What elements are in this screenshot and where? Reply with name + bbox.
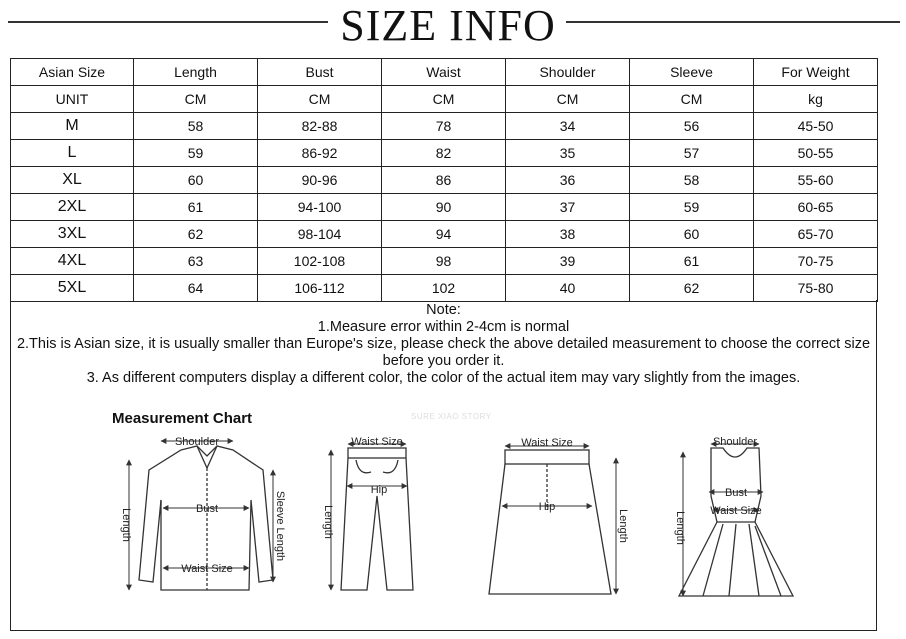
size-table bbox=[10, 58, 878, 302]
measurement-diagram bbox=[11, 300, 876, 630]
table-cell: 56 bbox=[630, 113, 754, 140]
header-rule-left bbox=[8, 21, 328, 23]
table-cell: 34 bbox=[506, 113, 630, 140]
note-line: before you order it. bbox=[382, 353, 505, 369]
note-line: 1.Measure error within 2-4cm is normal bbox=[317, 319, 570, 335]
size-label: 3XL bbox=[11, 221, 134, 248]
shirt-shoulder-label: Shoulder bbox=[174, 436, 220, 448]
table-cell: 78 bbox=[382, 113, 506, 140]
table-cell: CM bbox=[382, 86, 506, 113]
note-heading: Note: bbox=[426, 302, 461, 318]
table-cell: CM bbox=[134, 86, 258, 113]
table-cell: 57 bbox=[630, 140, 754, 167]
header bbox=[0, 0, 906, 52]
size-label: 2XL bbox=[11, 194, 134, 221]
table-cell: 90 bbox=[382, 194, 506, 221]
table-row bbox=[11, 221, 878, 248]
table-cell: 86 bbox=[382, 167, 506, 194]
size-label: 5XL bbox=[11, 275, 134, 302]
size-label: XL bbox=[11, 167, 134, 194]
table-cell: 61 bbox=[630, 248, 754, 275]
table-cell: 60 bbox=[134, 167, 258, 194]
watermark: SURE XIAO STORY bbox=[411, 412, 492, 421]
table-cell: 102-108 bbox=[258, 248, 382, 275]
table-row bbox=[11, 113, 878, 140]
table-cell: 61 bbox=[134, 194, 258, 221]
note-line: 2.This is Asian size, it is usually smaller than Europe's size, please check the above detailed measurement to choose the correct size bbox=[16, 336, 871, 352]
table-cell: 37 bbox=[506, 194, 630, 221]
column-header: Length bbox=[134, 59, 258, 86]
table-cell: 94-100 bbox=[258, 194, 382, 221]
table-cell: 58 bbox=[630, 167, 754, 194]
header-rule-right bbox=[566, 21, 900, 23]
pants-length-label: Length bbox=[322, 505, 334, 539]
dress-shoulder-label: Shoulder bbox=[712, 436, 758, 448]
table-row bbox=[11, 248, 878, 275]
table-header-row bbox=[11, 59, 878, 86]
table-cell: 94 bbox=[382, 221, 506, 248]
units-row bbox=[11, 86, 878, 113]
table-cell: 35 bbox=[506, 140, 630, 167]
table-cell: 59 bbox=[134, 140, 258, 167]
table-cell: 45-50 bbox=[754, 113, 878, 140]
table-cell: 55-60 bbox=[754, 167, 878, 194]
dress-illustration bbox=[679, 448, 793, 596]
table-cell: CM bbox=[258, 86, 382, 113]
column-header: Waist bbox=[382, 59, 506, 86]
table-cell: 38 bbox=[506, 221, 630, 248]
skirt-hip-label: Hip bbox=[538, 501, 556, 513]
table-cell: 60 bbox=[630, 221, 754, 248]
skirt-waist-label: Waist Size bbox=[521, 437, 573, 449]
table-row bbox=[11, 167, 878, 194]
column-header: Sleeve bbox=[630, 59, 754, 86]
table-cell: 90-96 bbox=[258, 167, 382, 194]
measurement-chart-title: Measurement Chart bbox=[112, 410, 253, 427]
table-cell: 60-65 bbox=[754, 194, 878, 221]
table-cell: 40 bbox=[506, 275, 630, 302]
table-cell: CM bbox=[506, 86, 630, 113]
shirt-length-label: Length bbox=[120, 508, 132, 542]
table-cell: 86-92 bbox=[258, 140, 382, 167]
shirt-sleeve-label: Sleeve Length bbox=[274, 490, 286, 562]
table-cell: UNIT bbox=[11, 86, 134, 113]
pants-illustration bbox=[341, 448, 413, 590]
column-header: Bust bbox=[258, 59, 382, 86]
size-label: L bbox=[11, 140, 134, 167]
table-cell: 98-104 bbox=[258, 221, 382, 248]
table-cell: 62 bbox=[134, 221, 258, 248]
table-cell: CM bbox=[630, 86, 754, 113]
table-cell: 82-88 bbox=[258, 113, 382, 140]
table-cell: 39 bbox=[506, 248, 630, 275]
table-cell: 106-112 bbox=[258, 275, 382, 302]
dress-bust-label: Bust bbox=[724, 487, 748, 499]
column-header: Asian Size bbox=[11, 59, 134, 86]
table-cell: 64 bbox=[134, 275, 258, 302]
table-cell: 82 bbox=[382, 140, 506, 167]
table-cell: 59 bbox=[630, 194, 754, 221]
shirt-waist-label: Waist Size bbox=[181, 563, 233, 575]
column-header: For Weight bbox=[754, 59, 878, 86]
table-cell: 50-55 bbox=[754, 140, 878, 167]
size-label: M bbox=[11, 113, 134, 140]
dress-waist-label: Waist Size bbox=[710, 505, 762, 517]
pants-hip-label: Hip bbox=[370, 484, 388, 496]
table-cell: 65-70 bbox=[754, 221, 878, 248]
column-header: Shoulder bbox=[506, 59, 630, 86]
table-row bbox=[11, 275, 878, 302]
skirt-length-label: Length bbox=[617, 509, 629, 543]
table-cell: 98 bbox=[382, 248, 506, 275]
notes-box bbox=[10, 300, 877, 631]
shirt-bust-label: Bust bbox=[195, 503, 219, 515]
table-cell: 102 bbox=[382, 275, 506, 302]
pants-waist-label: Waist Size bbox=[351, 436, 403, 448]
table-cell: 36 bbox=[506, 167, 630, 194]
table-row bbox=[11, 140, 878, 167]
size-label: 4XL bbox=[11, 248, 134, 275]
table-cell: 62 bbox=[630, 275, 754, 302]
page-title: SIZE INFO bbox=[340, 1, 556, 50]
note-line: 3. As different computers display a different color, the color of the actual item may vary slightly from the images. bbox=[86, 370, 801, 386]
table-cell: 75-80 bbox=[754, 275, 878, 302]
skirt-illustration bbox=[489, 450, 611, 594]
table-cell: 63 bbox=[134, 248, 258, 275]
table-cell: 58 bbox=[134, 113, 258, 140]
table-cell: kg bbox=[754, 86, 878, 113]
table-row bbox=[11, 194, 878, 221]
table-cell: 70-75 bbox=[754, 248, 878, 275]
dress-length-label: Length bbox=[674, 511, 686, 545]
